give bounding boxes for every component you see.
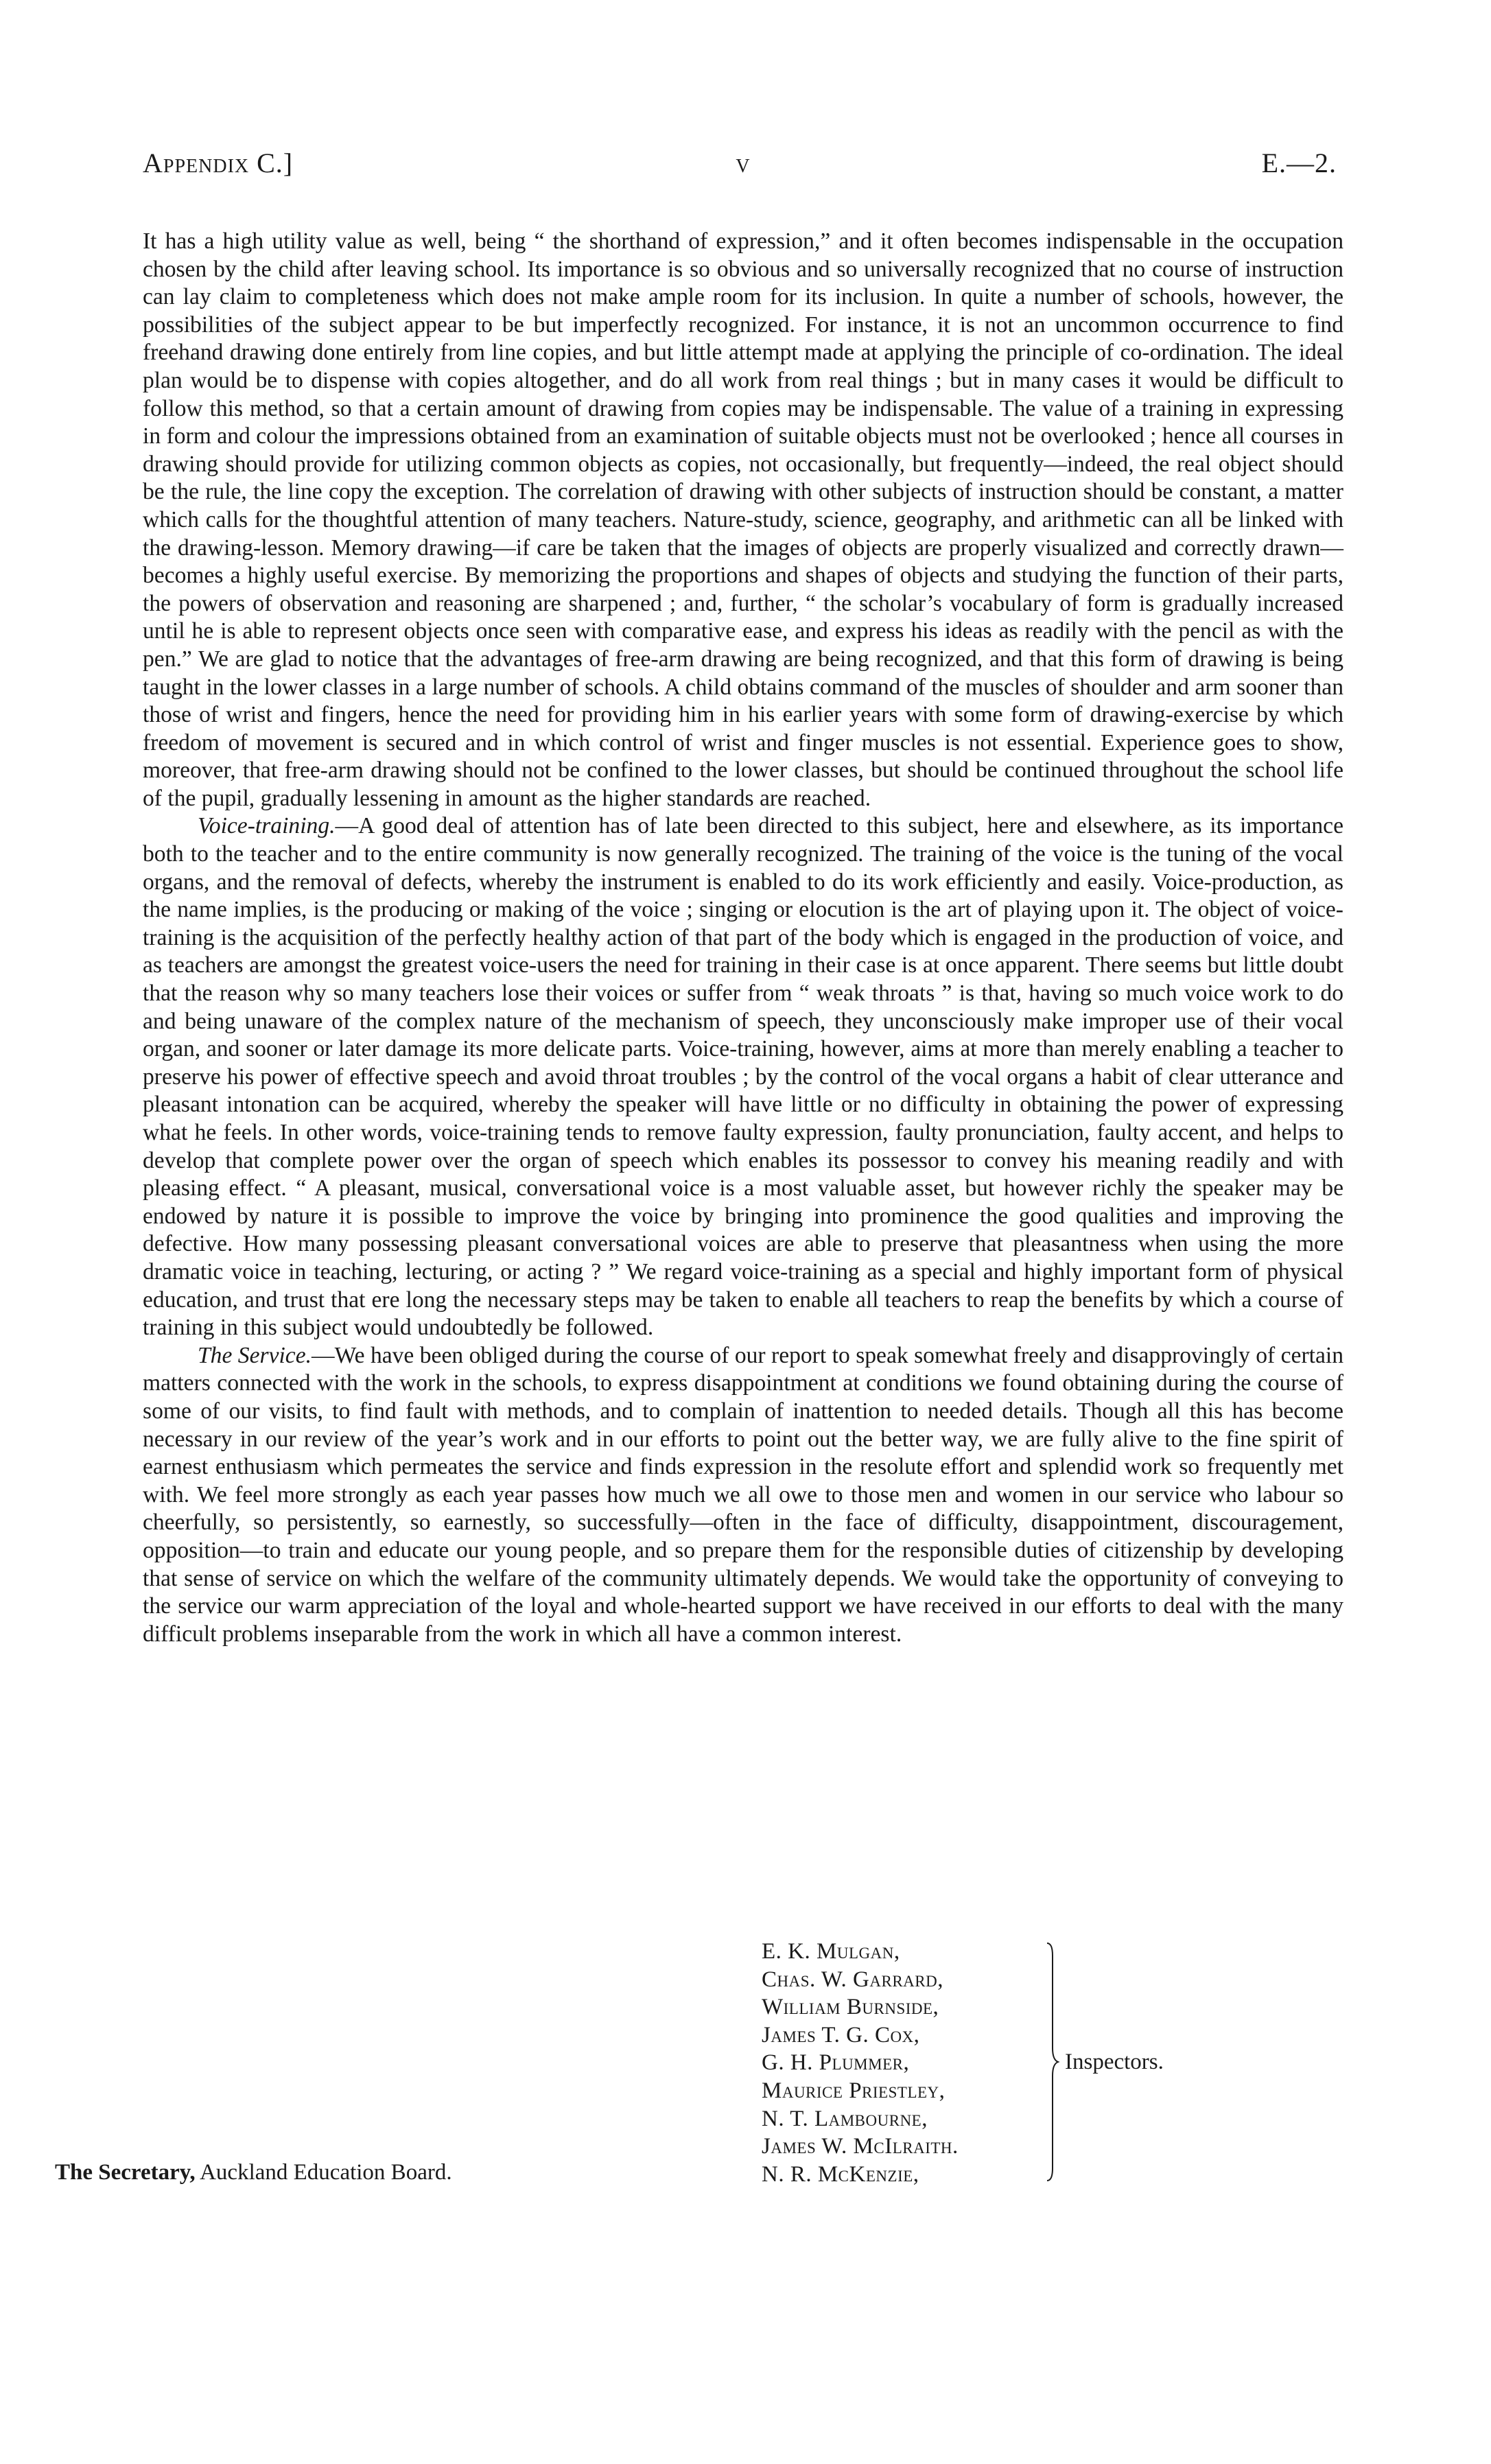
header-page-number: v bbox=[736, 148, 751, 178]
paragraph-drawing bbox=[143, 228, 1343, 812]
signatory-name: Maurice Priestley, bbox=[762, 2078, 946, 2103]
section-heading: Voice-training. bbox=[198, 813, 336, 839]
signatory-name: James W. McIlraith. bbox=[762, 2134, 959, 2159]
paragraph-text: —A good deal of attention has of late been directed to this subject, here and elsewhere, as its importance both to the teacher and to the entire community is now generally recognized. The training of the voice is the tuning of the vocal organs, and the removal of defects, whereby the instrument is enabled to do its work efficiently and easily. Voice-production, as the name implies, is the producing or making of the voice ; singing or elocution is the art of playing upon it. The object of voice-training is the acquisition of the perfectly healthy action of that part of the body which is engaged in the production of voice, and as teachers are amongst the greatest voice-users the need for training in their case is at once apparent. There seems but little doubt that the reason why so many teachers lose their voices or suffer from “ weak throats ” is that, having so much voice work to do and being unaware of the complex nature of the mechanism of speech, they unconsciously make improper use of their vocal organ, and sooner or later damage its more delicate parts. Voice-training, however, aims at more than merely enabling a teacher to preserve his power of effective speech and avoid throat troubles ; by the control of the vocal organs a habit of clear utterance and pleasant intonation can be acquired, whereby the speaker will have little or no difficulty in obtaining the power of expressing what he feels. In other words, voice-training tends to remove faulty expression, faulty pronunciation, faulty accent, and helps to develop that complete power over the organ of speech which enables its possessor to convey his meaning readily and with pleasing effect. “ A pleasant, musical, conversational voice is a most valuable asset, but however richly the speaker may be endowed by nature it is possible to improve the voice by bringing into prominence the good qualities and improving the defective. How many possessing pleasant conversational voices are able to preserve that pleasantness when using the more dramatic voice in teaching, lecturing, or acting ? ” We regard voice-training as a special and highly important form of physical education, and trust that ere long the necessary steps may be taken to enable all teachers to reap the benefits by which a course of training in this subject would undoubtedly be followed. bbox=[143, 813, 1343, 1341]
paragraph-text: —We have been obliged during the course of our report to speak somewhat freely and disapprovingly of certain matters connected with the work in the schools, to express disappointment at conditions we found obtaining during the course of some of our visits, to find fault with methods, and to complain of inattention to needed details. Though all this has become necessary in our review of the year’s work and in our efforts to point out the better way, we are fully alive to the fine spirit of earnest enthusiasm which permeates the service and finds expression in the resolute effort and splendid work so frequently met with. We feel more strongly as each year passes how much we all owe to those men and women in our service who labour so cheerfully, so persistently, so earnestly, so successfully—often in the face of difficulty, disappointment, discouragement, opposition—to train and educate our young people, and so prepare them for the responsible duties of citizenship by developing that sense of service on which the welfare of the community ultimately depends. We would take the opportunity of conveying to the service our warm appreciation of the loyal and whole-hearted support we have received in our efforts to deal with the many difficult problems inseparable from the work in which all have a common interest. bbox=[143, 1342, 1343, 1647]
addressee bbox=[55, 2160, 452, 2185]
paragraph-text: It has a high utility value as well, being “ the shorthand of expression,” and it often becomes indispensable in the occupation chosen by the child after leaving school. Its importance is so obvious and so universally recognized that no course of instruction can lay claim to completeness which does not make ample room for its inclusion. In quite a number of schools, however, the possibilities of the subject appear to be but imperfectly recognized. For instance, it is not an uncommon occurrence to find freehand drawing done entirely from line copies, and but little attempt made at applying the principle of co-ordination. The ideal plan would be to dispense with copies altogether, and do all work from real things ; but in many cases it would be difficult to follow this method, so that a certain amount of drawing from copies may be indispensable. The value of a training in expressing in form and colour the impressions obtained from an examination of suitable objects must not be overlooked ; hence all courses in drawing should provide for utilizing common objects as copies, not occasionally, but frequently—indeed, the real object should be the rule, the line copy the exception. The correlation of drawing with other subjects of instruction should be constant, a matter which calls for the thoughtful attention of many teachers. Nature-study, science, geography, and arithmetic can all be linked with the drawing-lesson. Memory drawing—if care be taken that the images of objects are properly visualized and correctly drawn—becomes a highly useful exercise. By memorizing the proportions and shapes of objects and studying the function of their parts, the powers of observation and reasoning are sharpened ; and, further, “ the scholar’s vocabulary of form is gradually increased until he is able to represent objects once seen with comparative ease, and express his ideas as readily with the pencil as with the pen.” We are glad to notice that the advantages of free-arm drawing are being recognized, and that this form of drawing is being taught in the lower classes in a large number of schools. A child obtains command of the muscles of shoulder and arm sooner than those of wrist and fingers, hence the need for providing him in his earlier years with some form of drawing-exercise by which freedom of movement is secured and in which control of wrist and finger muscles is not essential. Experience goes to show, moreover, that free-arm drawing should not be confined to the lower classes, but should be continued throughout the school life of the pupil, gradually lessening in amount as the higher standards are reached. bbox=[143, 228, 1343, 811]
signatory-name: E. K. Mulgan, bbox=[762, 1939, 900, 1964]
signatory-list bbox=[762, 1938, 959, 2188]
signatory-name: N. T. Lambourne, bbox=[762, 2106, 928, 2131]
header-appendix: Appendix C.] bbox=[143, 148, 294, 178]
inspectors-label: Inspectors. bbox=[1065, 2050, 1164, 2074]
addressee-title: The Secretary, bbox=[55, 2160, 196, 2185]
paragraph-voice-training bbox=[143, 812, 1343, 1341]
curly-brace bbox=[1046, 1942, 1059, 2182]
section-heading: The Service. bbox=[198, 1342, 312, 1368]
signatory-name: N. R. McKenzie, bbox=[762, 2161, 919, 2187]
document-page bbox=[143, 147, 1343, 1648]
signatory-name: James T. G. Cox, bbox=[762, 2022, 920, 2048]
addressee-board: Auckland Education Board. bbox=[195, 2160, 452, 2185]
paragraph-the-service bbox=[143, 1342, 1343, 1649]
page-header bbox=[143, 147, 1343, 188]
header-reference: E.—2. bbox=[1261, 148, 1337, 178]
signatory-name: Chas. W. Garrard, bbox=[762, 1967, 943, 1992]
body-text bbox=[143, 228, 1343, 1648]
signatory-name: William Burnside, bbox=[762, 1995, 939, 2020]
signatory-name: G. H. Plummer, bbox=[762, 2050, 910, 2076]
